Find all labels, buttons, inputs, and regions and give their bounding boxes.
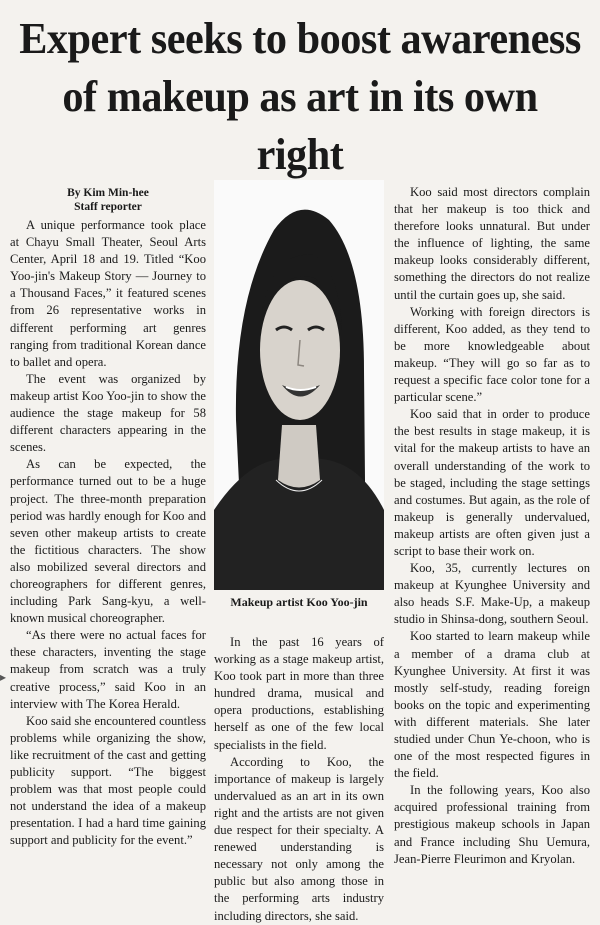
paragraph: In the past 16 years of working as a stage makeup artist, Koo took part in more than three hundred drama, musical and opera productions, establishing herself as one of the few local specialists in the field. — [214, 635, 384, 752]
arrow-marker-icon: ▸ — [0, 670, 7, 684]
paragraph: Koo said she encountered countless problems while organizing the show, like recruitment of the cast and getting publicity support. “The biggest problem was that most people could not understand the idea of a makeup presentation. I had a hard time gaining support and publicity for the event.” — [10, 713, 206, 848]
portrait-photo — [214, 180, 384, 590]
photo-caption: Makeup artist Koo Yoo-jin — [230, 595, 368, 609]
paragraph: Koo started to learn makeup while a member of a drama club at Kyunghee University. At first it was mostly self-study, reading foreign books on the topic and experimenting with different materials. She later studied under Chun Ye-choon, who is one of the most respected figures in the field. — [394, 629, 590, 781]
paragraph: A unique performance took place at Chayu Small Theater, Seoul Arts Center, April 18 and 19. Titled “Koo Yoo-jin's Makeup Story — Journey to a Thousand Faces,” it featured scenes from 26 representative works in different performing art genres ranging from traditional Korean dance to ballet and opera. — [10, 218, 206, 369]
byline-author: By Kim Min-hee — [67, 187, 149, 199]
column-1 — [10, 186, 206, 849]
paragraph: As can be expected, the performance turned out to be a huge project. The three-month preparation period was hardly enough for Koo and seven other makeup artists to create the fictitious characters. The show also mobilized several directors and choreographers for different genres, including Park Sang-kyu, a well-known musical choreographer. — [10, 457, 206, 626]
byline — [10, 186, 206, 214]
paragraph: Koo, 35, currently lectures on makeup at Kyunghee University and also heads S.F. Make-Up, a makeup studio in Shinsa-dong, southern Seoul. — [394, 561, 590, 627]
paragraph: Koo said most directors complain that her makeup is too thick and therefore looks unnatural. But under the influence of lighting, the same makeup looks considerably different, something the directors do not realize until the curtain goes up, she said. — [394, 185, 590, 302]
portrait-photo-icon — [214, 180, 384, 590]
paragraph: “As there were no actual faces for these characters, inventing the stage makeup from scratch was a truly creative process,” said Koo in an interview with The Korea Herald. — [10, 628, 206, 711]
paragraph: In the following years, Koo also acquired professional training from prestigious makeup schools in Japan and France including Shu Uemura, Jean-Pierre Fleurimon and Kryolan. — [394, 783, 590, 866]
paragraph: The event was organized by makeup artist Koo Yoo-jin to show the audience the stage makeup for 58 different characters appearing in the scenes. — [10, 371, 206, 455]
headline: Expert seeks to boost awareness of makeup as art in its own right — [19, 14, 581, 179]
column-3 — [394, 184, 590, 868]
paragraph: According to Koo, the importance of makeup is largely undervalued as an art in its own right and the artists are not given due respect for their specialty. A renewed understanding is necessary not only among the public but also among those in the performing arts industry including directors, she said. — [214, 754, 384, 923]
paragraph: Working with foreign directors is different, Koo added, as they tend to be more knowledgeable about makeup. “They will go so far as to request a specific face color tone for a particular scene.” — [394, 304, 590, 405]
byline-role: Staff reporter — [74, 201, 142, 213]
paragraph: Koo said that in order to produce the best results in stage makeup, it is vital for the makeup artists to have an overall understanding of the work to be staged, including the stage settings and costumes. But again, as the role of makeup is generally undervalued, makeup artists are often given just a script to base their work on. — [394, 407, 590, 558]
column-2 — [214, 634, 384, 925]
